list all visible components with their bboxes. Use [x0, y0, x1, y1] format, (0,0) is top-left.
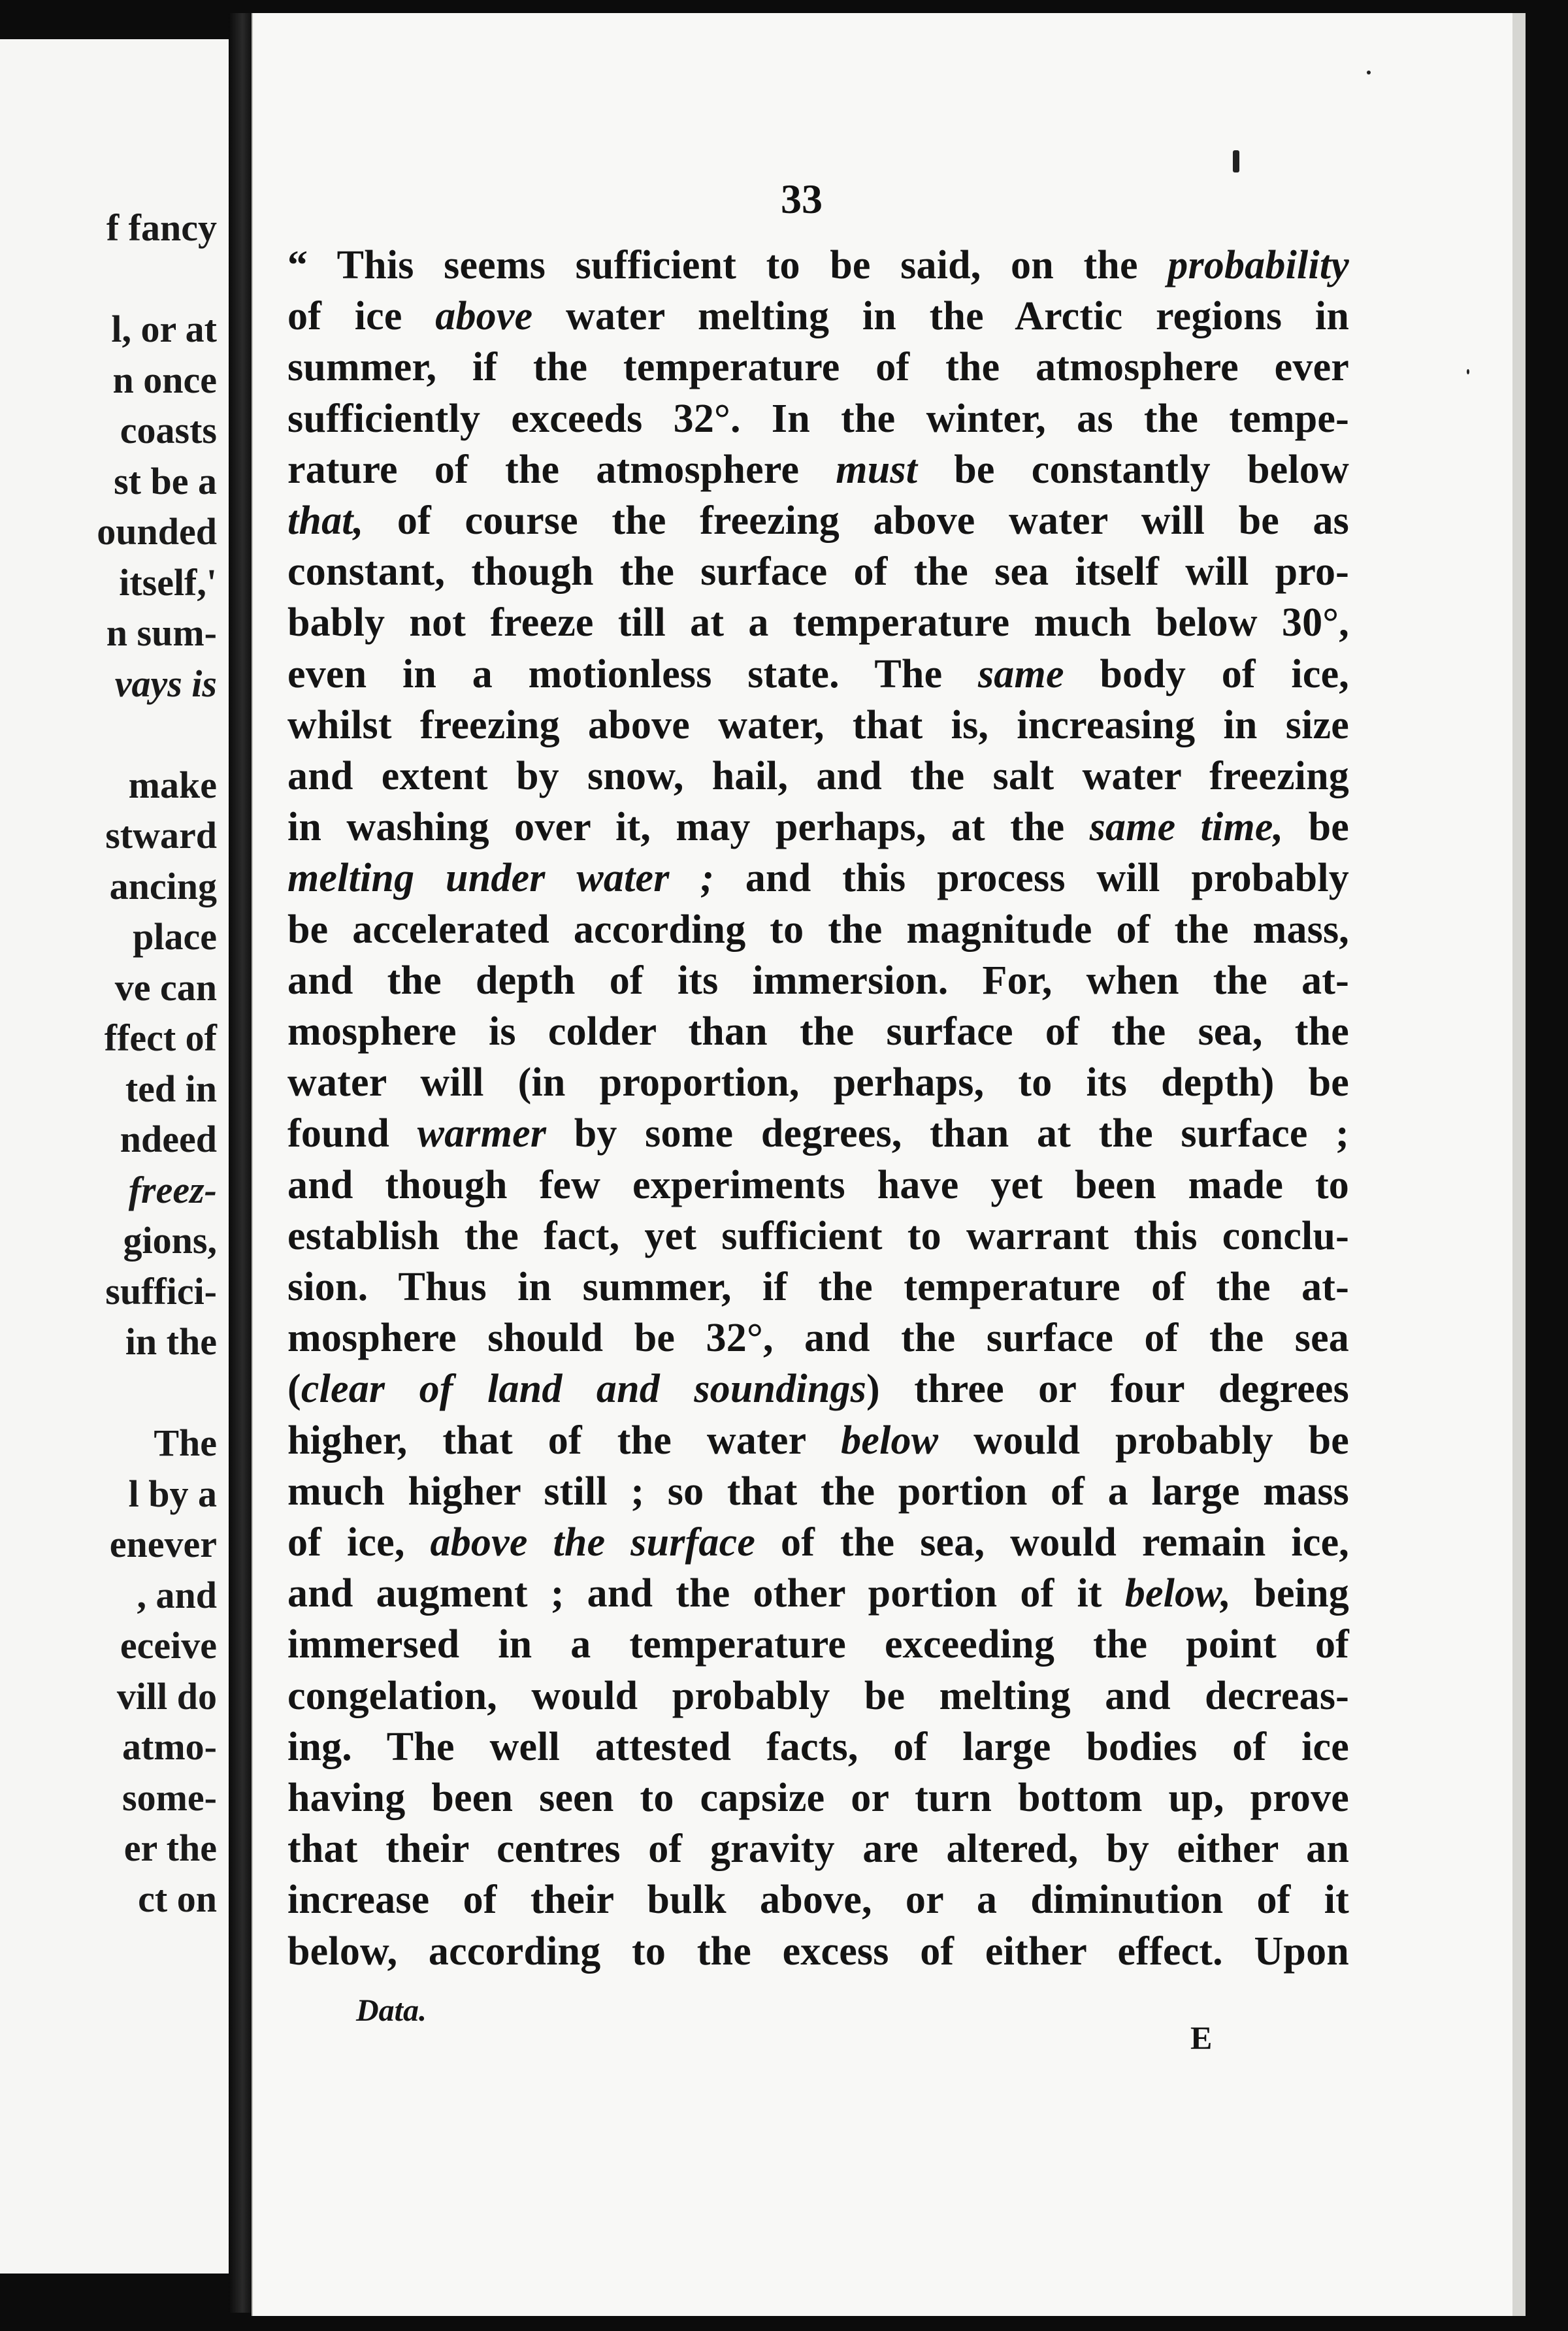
book-gutter [229, 13, 252, 2313]
left-page-line: itself,' [119, 561, 217, 604]
text-line [287, 805, 1349, 850]
text-run: much higher still ; so that the portion of a large mass [287, 1469, 1349, 1514]
text-line [287, 1367, 1349, 1412]
text-line [287, 1522, 1349, 1563]
left-facing-page [0, 39, 231, 2274]
text-run: water melting in the Arctic regions in [532, 294, 1349, 339]
text-line [287, 500, 1349, 541]
text-run: increase of their bulk above, or a diminution of it [287, 1878, 1349, 1923]
left-page-line: ve can [114, 966, 217, 1009]
text-run: and augment ; and the other portion of it [287, 1571, 1125, 1616]
left-page-line: freez- [128, 1168, 217, 1211]
text-line [287, 1931, 1349, 1972]
left-page-line: stward [105, 814, 217, 856]
text-run: whilst freezing above water, that is, increasing in size [287, 702, 1349, 747]
text-line [287, 1724, 1349, 1769]
text-run: and the depth of its immersion. For, when the at- [287, 958, 1349, 1003]
signature-mark: Data. [356, 1993, 427, 2028]
left-page-line: l, or at [111, 308, 217, 350]
text-line [287, 449, 1349, 490]
text-line [287, 756, 1349, 796]
text-line [287, 1213, 1349, 1258]
text-run: ing. The well attested facts, of large bodies of ice [287, 1724, 1349, 1769]
print-speck [1467, 369, 1469, 374]
italic-run: same time, [1089, 805, 1284, 850]
text-run: found [287, 1111, 417, 1156]
text-line [287, 396, 1349, 441]
text-run: be accelerated according to the magnitude of the mass, [287, 907, 1349, 952]
text-run: establish the fact, yet sufficient to warrant this conclu- [287, 1213, 1349, 1258]
left-page-line: n once [112, 358, 217, 401]
left-page-line: suffici- [105, 1269, 217, 1312]
text-run: higher, that of the water [287, 1418, 841, 1463]
text-line [287, 1162, 1349, 1207]
text-line [287, 345, 1349, 390]
text-run: even in a motionless state. The [287, 651, 978, 696]
text-run: body of ice, [1064, 651, 1349, 696]
left-page-line: er the [123, 1827, 217, 1869]
text-run: congelation, would probably be melting and decreas- [287, 1673, 1349, 1718]
text-run: of course the freezing above water will be as [363, 498, 1349, 543]
text-line [287, 702, 1349, 747]
left-page-line: ffect of [104, 1017, 217, 1059]
text-line [287, 1062, 1349, 1103]
text-run: be [1283, 805, 1349, 850]
left-page-line: enever [109, 1523, 217, 1565]
text-line [287, 960, 1349, 1001]
left-page-line: n sum- [106, 611, 217, 654]
left-page-line: ct on [138, 1877, 217, 1920]
page-number: 33 [781, 176, 823, 222]
text-line [287, 245, 1349, 285]
text-run: ( [287, 1367, 301, 1412]
text-run: mosphere should be 32°, and the surface of the sea [287, 1316, 1349, 1361]
text-run: being [1231, 1571, 1349, 1616]
left-page-line: , and [137, 1573, 217, 1616]
left-page-line: gions, [123, 1219, 217, 1262]
left-page-line: ted in [125, 1067, 217, 1110]
left-page-line: ndeed [120, 1118, 217, 1160]
left-page-line: eceive [120, 1624, 217, 1667]
left-page-line: f fancy [106, 206, 217, 249]
text-run: that their centres of gravity are altered, by either an [287, 1827, 1349, 1872]
left-page-line: atmo- [122, 1725, 217, 1768]
left-page-line: vill do [116, 1674, 217, 1718]
text-run: below, according to the excess of either effect. Upon [287, 1929, 1349, 1974]
text-line [287, 1827, 1349, 1872]
text-run: ) three or four degrees [866, 1367, 1349, 1412]
left-page-line: The [154, 1422, 217, 1464]
text-run: having been seen to capsize or turn bottom up, prove [287, 1776, 1349, 1820]
text-run: of the sea, would remain ice, [755, 1520, 1349, 1565]
text-line [287, 1673, 1349, 1718]
text-run: immersed in a temperature exceeding the point of [287, 1622, 1349, 1667]
print-speck [1233, 150, 1239, 172]
left-page-line: st be a [114, 459, 217, 502]
italic-run: probability [1168, 243, 1349, 287]
text-run: of ice, [287, 1520, 431, 1565]
text-line [287, 1113, 1349, 1154]
text-run: summer, if the temperature of the atmosphere ever [287, 345, 1349, 390]
text-run: by some degrees, than at the surface ; [546, 1111, 1349, 1156]
text-run: and this process will probably [714, 856, 1349, 901]
left-page-line: ounded [97, 510, 217, 553]
text-run: bably not freeze till at a temperature much below 30°, [287, 600, 1349, 645]
italic-run: below, [1124, 1571, 1232, 1616]
text-line [287, 1878, 1349, 1923]
italic-run: clear of land and soundings [301, 1367, 867, 1412]
text-run: “ This seems sufficient to be said, on the [287, 243, 1168, 287]
text-line [287, 1778, 1349, 1818]
text-run: water will (in proportion, perhaps, to its depth) be [287, 1060, 1349, 1105]
text-line [287, 1573, 1349, 1614]
text-line [287, 651, 1349, 696]
italic-run: same [977, 651, 1064, 696]
text-run: in washing over it, may perhaps, at the [287, 805, 1090, 850]
italic-run: must [836, 447, 918, 492]
text-run: be constantly below [917, 447, 1349, 492]
italic-run: below [841, 1418, 939, 1463]
text-line [287, 549, 1349, 595]
text-run: would probably be [938, 1418, 1350, 1463]
text-run: constant, though the surface of the sea itself will pro- [287, 549, 1349, 595]
left-page-line: place [133, 915, 217, 958]
text-line [287, 1316, 1349, 1361]
text-run: and though few experiments have yet been made to [287, 1162, 1349, 1207]
text-run: mosphere is colder than the surface of the sea, the [287, 1009, 1349, 1054]
italic-run: melting under water ; [287, 856, 715, 901]
text-line [287, 909, 1349, 950]
left-page-line: make [128, 763, 217, 806]
left-page-line: vays is [114, 662, 217, 705]
text-line [287, 1471, 1349, 1512]
left-page-line: l by a [128, 1472, 217, 1515]
text-line [287, 856, 1349, 901]
text-run: rature of the atmosphere [287, 447, 836, 492]
italic-run: above [435, 294, 533, 339]
text-run: and extent by snow, hail, and the salt water freezing [287, 754, 1349, 798]
text-line [287, 1267, 1349, 1307]
text-run: of ice [287, 294, 436, 339]
text-line [287, 1420, 1349, 1461]
italic-run: warmer [417, 1111, 547, 1156]
text-line [287, 602, 1349, 643]
catchword: E [1190, 2019, 1213, 2056]
left-page-line: in the [125, 1320, 217, 1363]
print-speck [1367, 71, 1371, 74]
left-page-line: ancing [109, 864, 217, 907]
italic-run: above the surface [430, 1520, 756, 1565]
text-line [287, 1624, 1349, 1665]
left-page-line: coasts [120, 409, 217, 451]
text-line [287, 1011, 1349, 1052]
text-run: sufficiently exceeds 32°. In the winter, as the tempe- [287, 396, 1349, 441]
italic-run: that, [287, 498, 364, 543]
text-line [287, 294, 1349, 339]
text-run: sion. Thus in summer, if the temperature of the at- [287, 1265, 1349, 1309]
left-page-line: some- [122, 1776, 217, 1819]
